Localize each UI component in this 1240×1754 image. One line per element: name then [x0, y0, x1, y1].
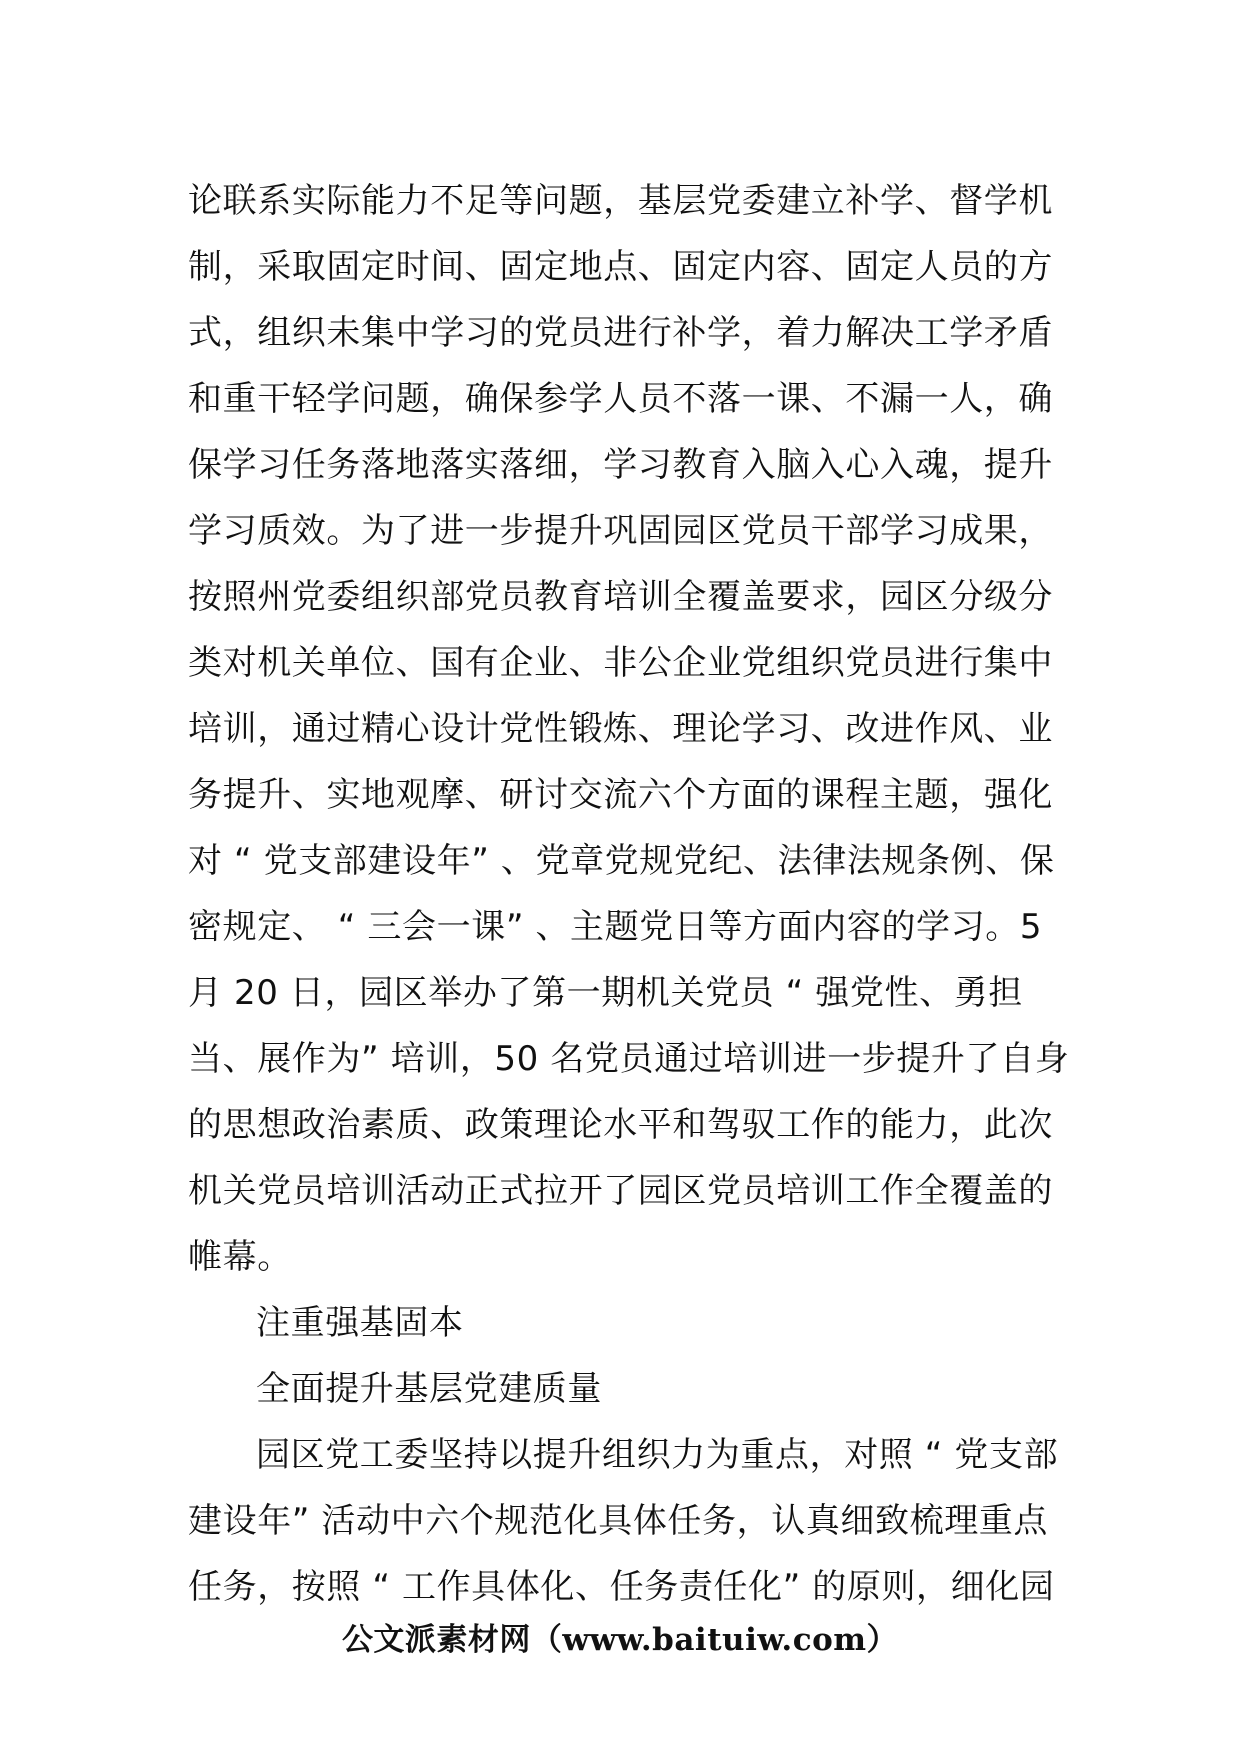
section-subheading: 全面提升基层党建质量: [256, 1369, 602, 1409]
section-heading: 注重强基固本: [256, 1303, 464, 1343]
body-text-line: 密规定、 “ 三会一课” 、主题党日等方面内容的学习。5: [188, 907, 1043, 947]
body-text-line: 任务，按照 “ 工作具体化、任务责任化” 的原则，细化园: [188, 1567, 1055, 1607]
body-text-line: 建设年” 活动中六个规范化具体任务，认真细致梳理重点: [188, 1501, 1049, 1541]
body-text-line: 当、展作为” 培训，50 名党员通过培训进一步提升了自身: [188, 1039, 1070, 1079]
body-text-line: 保学习任务落地落实落细，学习教育入脑入心入魂，提升: [188, 445, 1053, 485]
body-text-line: 帷幕。: [188, 1237, 292, 1277]
body-text-line: 对 “ 党支部建设年” 、党章党规党纪、法律法规条例、保: [188, 841, 1055, 881]
body-text-line: 学习质效。为了进一步提升巩固园区党员干部学习成果，: [188, 511, 1053, 551]
page-footer-watermark: 公文派素材网（www.baituiw.com）: [341, 1622, 899, 1658]
body-text-line: 月 20 日，园区举办了第一期机关党员 “ 强党性、勇担: [188, 973, 1023, 1013]
body-text-line: 按照州党委组织部党员教育培训全覆盖要求，园区分级分: [188, 577, 1053, 617]
body-text-line: 式，组织未集中学习的党员进行补学，着力解决工学矛盾: [188, 313, 1053, 353]
body-text-line: 论联系实际能力不足等问题，基层党委建立补学、督学机: [188, 181, 1053, 221]
body-text-line: 类对机关单位、国有企业、非公企业党组织党员进行集中: [188, 643, 1053, 683]
body-text-line: 制，采取固定时间、固定地点、固定内容、固定人员的方: [188, 247, 1053, 287]
body-text-line: 培训，通过精心设计党性锻炼、理论学习、改进作风、业: [188, 709, 1053, 749]
body-text-line: 的思想政治素质、政策理论水平和驾驭工作的能力，此次: [188, 1105, 1053, 1145]
paragraph-first-line: 园区党工委坚持以提升组织力为重点，对照 “ 党支部: [256, 1435, 1059, 1475]
body-text-line: 务提升、实地观摩、研讨交流六个方面的课程主题，强化: [188, 775, 1053, 815]
body-text-line: 和重干轻学问题，确保参学人员不落一课、不漏一人，确: [188, 379, 1053, 419]
body-text-line: 机关党员培训活动正式拉开了园区党员培训工作全覆盖的: [188, 1171, 1053, 1211]
document-body: [188, 168, 1070, 1620]
